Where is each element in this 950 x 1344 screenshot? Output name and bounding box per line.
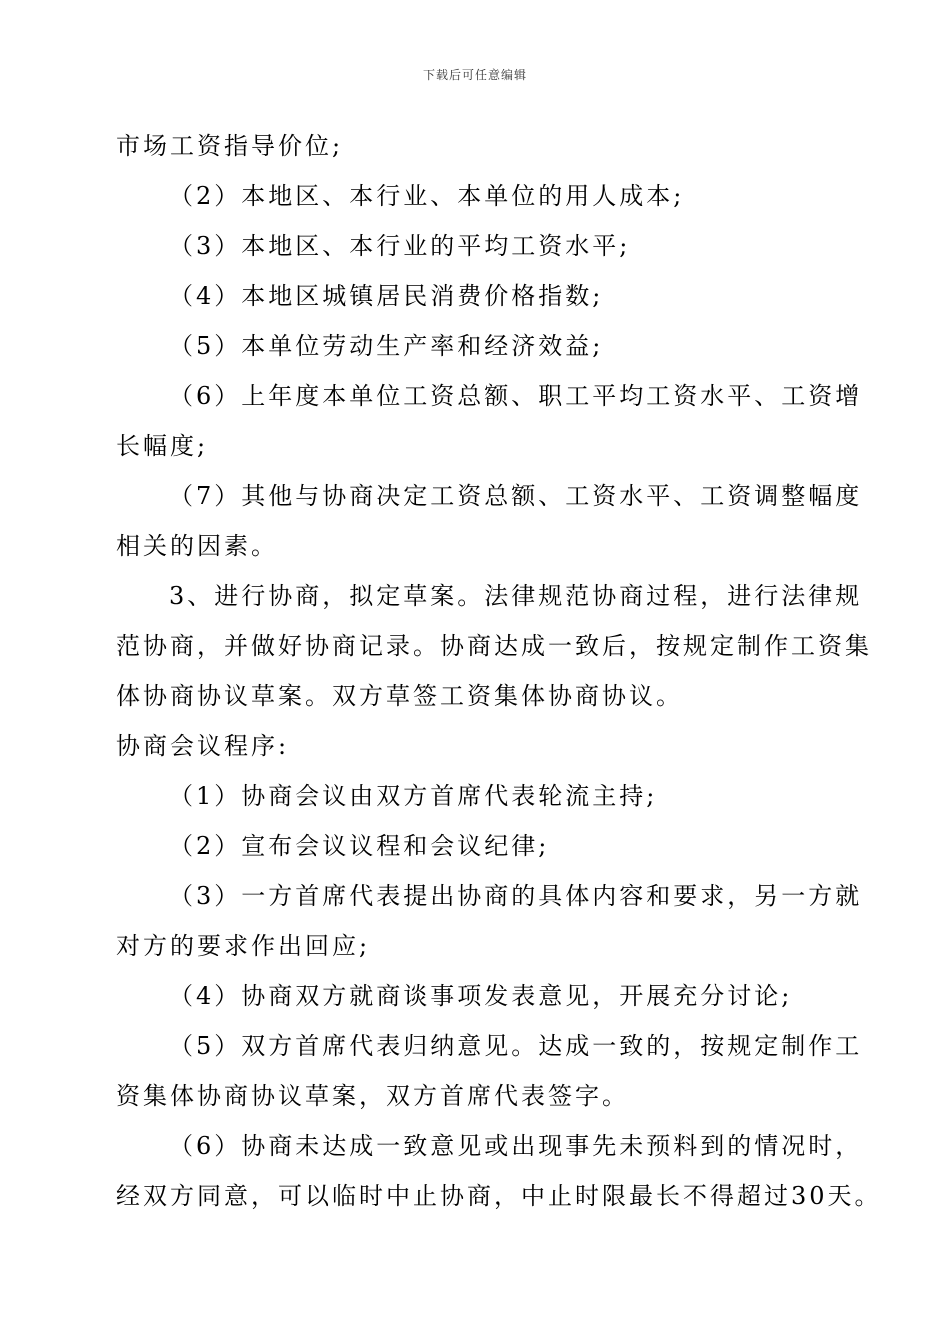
text-line: （2）宣布会议议程和会议纪律; [169, 832, 550, 860]
text-line: 范协商，并做好协商记录。协商达成一致后，按规定制作工资集 [116, 632, 872, 660]
text-line: （4）协商双方就商谈事项发表意见，开展充分讨论; [169, 982, 793, 1010]
text-line: （6）上年度本单位工资总额、职工平均工资水平、工资增 [169, 382, 863, 410]
text-line: （3）一方首席代表提出协商的具体内容和要求，另一方就 [169, 882, 863, 910]
text-line: （5）双方首席代表归纳意见。达成一致的，按规定制作工 [169, 1032, 863, 1060]
text-line: （6）协商未达成一致意见或出现事先未预料到的情况时， [169, 1132, 863, 1160]
text-line: 相关的因素。 [116, 532, 278, 560]
text-line: 市场工资指导价位; [116, 132, 344, 160]
text-line: （1）协商会议由双方首席代表轮流主持; [169, 782, 658, 810]
text-line: 对方的要求作出回应; [116, 932, 371, 960]
text-line: 3、进行协商，拟定草案。法律规范协商过程，进行法律规 [169, 582, 863, 610]
text-line: 长幅度; [116, 432, 209, 460]
text-line: 资集体协商协议草案，双方首席代表签字。 [116, 1082, 629, 1110]
text-line: （5）本单位劳动生产率和经济效益; [169, 332, 604, 360]
text-line: （4）本地区城镇居民消费价格指数; [169, 282, 604, 310]
text-line: 协商会议程序: [116, 732, 290, 760]
text-line: （3）本地区、本行业的平均工资水平; [169, 232, 631, 260]
text-line: （7）其他与协商决定工资总额、工资水平、工资调整幅度 [169, 482, 863, 510]
page-header: 下载后可任意编辑 [422, 68, 527, 82]
text-line: 体协商协议草案。双方草签工资集体协商协议。 [116, 682, 683, 710]
text-line: 经双方同意，可以临时中止协商，中止时限最长不得超过30天。 [116, 1182, 882, 1210]
text-line: （2）本地区、本行业、本单位的用人成本; [169, 182, 685, 210]
document-body [116, 128, 882, 1228]
